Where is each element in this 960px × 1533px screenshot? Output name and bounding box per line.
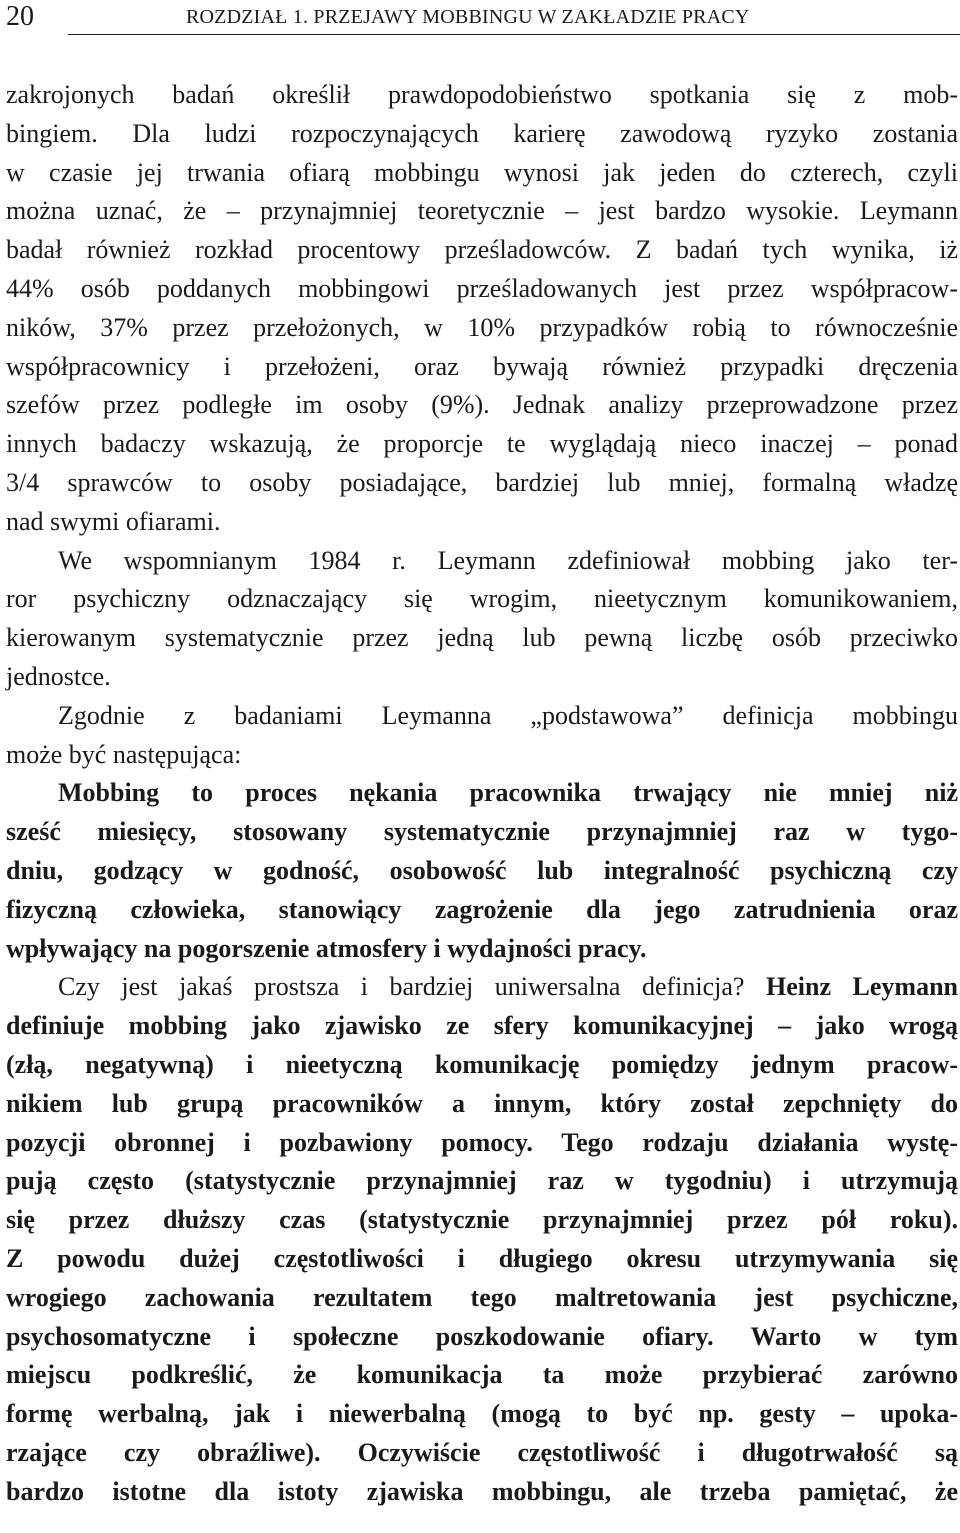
text-line: (złą, negatywną) i nieetyczną komunikację pomiędzy jednym pracow- <box>6 1049 958 1079</box>
text-line: definiuje mobbing jako zjawisko ze sfery komunikacyjnej – jako wrogą <box>6 1011 958 1041</box>
text-line: w czasie jej trwania ofiarą mobbingu wynosi jak jeden do czterech, czyli <box>6 157 958 187</box>
definition-line: sześć miesięcy, stosowany systematycznie przynajmniej raz w tygo- <box>6 817 958 847</box>
definition-line: wpływający na pogorszenie atmosfery i wydajności pracy. <box>6 933 647 963</box>
text-line: nikiem lub grupą pracowników a innym, który został zepchnięty do <box>6 1088 958 1118</box>
page-number: 20 <box>6 1 34 32</box>
definition-line: fizyczną człowieka, stanowiący zagrożenie dla jego zatrudnienia oraz <box>6 894 958 924</box>
text-line: 3/4 sprawców to osoby posiadające, bardziej lub mniej, formalną władzę <box>6 467 958 497</box>
question-text: Czy jest jakaś prostsza i bardziej uniwersalna definicja? <box>58 972 766 1002</box>
definition-line: dniu, godzący w godność, osobowość lub integralność psychiczną czy <box>6 855 958 885</box>
text-line: Zgodnie z badaniami Leymanna „podstawowa” definicja mobbingu <box>58 700 958 730</box>
text-line: wrogiego zachowania rezultatem tego maltretowania jest psychiczne, <box>6 1282 958 1312</box>
text-line: 44% osób poddanych mobbingowi prześladowanych jest przez współpracow- <box>6 273 958 303</box>
header-rule <box>68 34 960 35</box>
text-line: pozycji obronnej i pozbawiony pomocy. Tego rodzaju działania wystę- <box>6 1127 958 1157</box>
definition-line: Mobbing to proces nękania pracownika trwający nie mniej niż <box>58 778 958 808</box>
text-line: miejscu podkreślić, że komunikacja ta może przybierać zarówno <box>6 1360 958 1390</box>
text-line: może być następująca: <box>6 739 242 769</box>
running-title: ROZDZIAŁ 1. PRZEJAWY MOBBINGU W ZAKŁADZIE PRACY <box>186 6 750 28</box>
text-line: rzające czy obraźliwe). Oczywiście częstotliwość i długotrwałość są <box>6 1437 958 1467</box>
text-line: nad swymi ofiarami. <box>6 506 221 536</box>
text-line: zakrojonych badań określił prawdopodobieństwo spotkania się z mob- <box>6 80 958 109</box>
text-line: szefów przez podległe im osoby (9%). Jednak analizy przeprowadzone przez <box>6 390 958 420</box>
text-line: kierowanym systematycznie przez jedną lub pewną liczbę osób przeciwko <box>6 623 958 653</box>
text-line: badał również rozkład procentowy prześladowców. Z badań tych wynika, iż <box>6 235 958 265</box>
text-line: ror psychiczny odznaczający się wrogim, nieetycznym komunikowaniem, <box>6 584 958 614</box>
text-line: formę werbalną, jak i niewerbalną (mogą to być np. gesty – upoka- <box>6 1399 958 1429</box>
body-text <box>6 76 958 1511</box>
text-line: współpracownicy i przełożeni, oraz bywają również przypadki dręczenia <box>6 351 958 381</box>
text-line: bingiem. Dla ludzi rozpoczynających karierę zawodową ryzyko zostania <box>6 118 958 148</box>
text-line: We wspomnianym 1984 r. Leymann zdefiniował mobbing jako ter- <box>58 545 958 575</box>
text-line: jednostce. <box>6 661 111 691</box>
emphasis-text: Heinz Leymann <box>766 972 958 1002</box>
text-line: psychosomatyczne i społeczne poszkodowanie ofiary. Warto w tym <box>6 1321 958 1351</box>
text-line: Z powodu dużej częstotliwości i długiego okresu utrzymywania się <box>6 1243 958 1273</box>
text-line <box>6 968 958 1007</box>
text-line: pują często (statystycznie przynajmniej raz w tygodniu) i utrzymują <box>6 1166 958 1196</box>
text-line: ników, 37% przez przełożonych, w 10% przypadków robią to równocześnie <box>6 312 958 342</box>
text-line: się przez dłuższy czas (statystycznie przynajmniej przez pół roku). <box>6 1205 958 1235</box>
text-line: bardzo istotne dla istoty zjawiska mobbingu, ale trzeba pamiętać, że <box>6 1476 958 1506</box>
running-header <box>0 0 960 40</box>
text-line: można uznać, że – przynajmniej teoretycznie – jest bardzo wysokie. Leymann <box>6 196 958 226</box>
text-line: innych badaczy wskazują, że proporcje te wyglądają nieco inaczej – ponad <box>6 429 958 459</box>
